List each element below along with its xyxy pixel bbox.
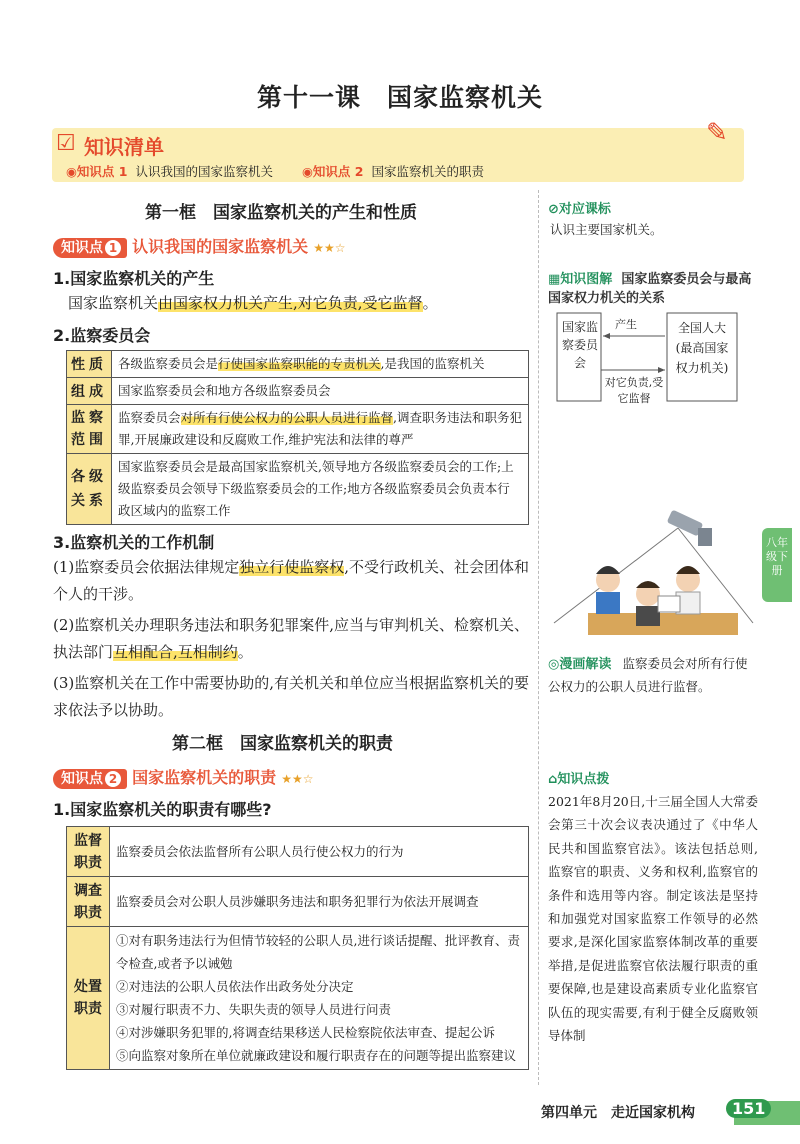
curriculum-heading: ⊘对应课标 (548, 202, 611, 217)
row-label: 组成 (67, 378, 112, 405)
diagram-top-arrow-label: 产生 (615, 318, 637, 331)
arrow-head-icon (603, 333, 610, 339)
row-label: 各级关系 (67, 454, 112, 525)
table-row (67, 927, 529, 1070)
duties-table (66, 826, 529, 1070)
table-row (67, 405, 529, 454)
row-value: 监察委员会对所有行使公权力的公职人员进行监督,调查职务违法和职务犯罪,开展廉政建设和反腐败工作,维护宪法和法律的尊严 (112, 405, 529, 454)
diagram-icon: ▦ (548, 272, 561, 287)
row-label: 监督职责 (67, 827, 110, 877)
curriculum-text: 认识主要国家机关。 (550, 222, 663, 237)
list-item: (3)监察机关在工作中需要协助的,有关机关和单位应当根据监察机关的要求依法予以协助。 (53, 674, 530, 719)
list-item: (1)监察委员会依据法律规定独立行使监察权,不受行政机关、社会团体和个人的干涉。 (53, 558, 530, 603)
frame1-title: 第一框 国家监察机关的产生和性质 (145, 203, 417, 223)
row-label: 性质 (67, 351, 112, 378)
knowledge-list-title: 知识清单 (84, 135, 164, 159)
table-row (67, 351, 529, 378)
grade-tab: 八年级下册 (762, 528, 792, 602)
checkbox-icon: ☑ (56, 131, 76, 156)
row-value: 各级监察委员会是行使国家监察职能的专责机关,是我国的监察机关 (112, 351, 529, 378)
table-row (67, 877, 529, 927)
document-icon (658, 596, 680, 612)
row-label: 处置职责 (67, 927, 110, 1070)
knowledge-point-2-header (53, 765, 313, 788)
diagram-right-label: 全国人大(最高国家权力机关) (675, 321, 729, 375)
arrow-head-icon (658, 367, 665, 373)
desk (588, 613, 738, 635)
section-heading: 3.监察机关的工作机制 (53, 533, 215, 552)
table-row (67, 454, 529, 525)
knowledge-point-badge: 知识点 1 (53, 238, 127, 258)
section-heading: 2.监察委员会 (53, 326, 151, 345)
cartoon-illustration (548, 508, 758, 648)
table-row (67, 378, 529, 405)
mechanism-list (53, 554, 531, 724)
difficulty-stars: ★★☆ (313, 241, 346, 255)
row-label: 监察范围 (67, 405, 112, 454)
cartoon-icon: ◎ (548, 657, 560, 672)
page-number: 151 (726, 1099, 771, 1118)
tips-icon: ⌂ (548, 772, 558, 787)
diagram-bottom-arrow-label: 对它负责,受它监督 (604, 376, 664, 405)
section-heading: 1.国家监察机关的职责有哪些? (53, 800, 272, 819)
person-left-body (596, 592, 620, 614)
knowledge-point-title: 国家监察机关的职责 (132, 768, 277, 787)
page-title: 第十一课 国家监察机关 (256, 83, 543, 112)
knowledge-list-item: ◉知识点 1 认识我国的国家监察机关 (66, 164, 273, 179)
knowledge-point-badge: 知识点 2 (53, 769, 127, 789)
knowledge-point-1-header (53, 234, 345, 257)
cartoon-note: ◎漫画解读 监察委员会对所有行使公权力的公职人员进行监督。 (548, 656, 748, 694)
frame2-title: 第二框 国家监察机关的职责 (172, 734, 393, 754)
row-value: 监察委员会依法监督所有公职人员行使公权力的行为 (110, 827, 529, 877)
row-label: 调查职责 (67, 877, 110, 927)
link-icon: ⊘ (548, 202, 559, 217)
table-row (67, 827, 529, 877)
supervision-committee-table (66, 350, 529, 525)
swirl-decoration-icon: ✎ (706, 118, 728, 148)
knowledge-list-item: ◉知识点 2 国家监察机关的职责 (302, 164, 484, 179)
diagram-left-label: 国家监察委员会 (562, 320, 599, 370)
diagram-heading: ▦知识图解 国家监察委员会与最高国家权力机关的关系 (548, 272, 752, 306)
section-text: 国家监察机关由国家权力机关产生,对它负责,受它监督。 (68, 294, 438, 312)
difficulty-stars: ★★☆ (281, 772, 314, 786)
tips-heading: ⌂知识点拨 (548, 772, 610, 787)
section-heading: 1.国家监察机关的产生 (53, 269, 215, 288)
row-value: ①对有职务违法行为但情节较轻的公职人员,进行谈话提醒、批评教育、责令检查,或者予以诫勉 ②对违法的公职人员依法作出政务处分决定 ③对履行职责不力、失职失责的领导人员进行问责 ④对涉嫌职务犯罪的,将调查结果移送人民检察院依法审查、提起公诉 ⑤向监察对象所在单位就廉政建设和履行职责存在的问题等提出监察建议 (110, 927, 529, 1070)
footer-unit: 第四单元 走近国家机构 (541, 1105, 695, 1121)
knowledge-point-title: 认识我国的国家监察机关 (132, 237, 309, 256)
row-value: 监察委员会对公职人员涉嫌职务违法和职务犯罪行为依法开展调查 (110, 877, 529, 927)
tips-text: 2021年8月20日,十三届全国人大常委会第三十次会议表决通过了《中华人民共和国监察官法》。该法包括总则,监察官的职责、义务和权利,监察官的条件和选用等内容。制定该法是坚持和加强党对国家监察工作领导的必然要求,是深化国家监察体制改革的重要举措,是促进监察官依法履行职责的重要保障,也是建设高素质专业化监察官队伍的现实需要,有利于健全反腐败领导体制 (548, 794, 758, 1044)
row-value: 国家监察委员会和地方各级监察委员会 (112, 378, 529, 405)
row-value: 国家监察委员会是最高国家监察机关,领导地方各级监察委员会的工作;上级监察委员会领导下级监察委员会的工作;地方各级监察委员会负责本行政区域内的监察工作 (112, 454, 529, 525)
list-item: (2)监察机关办理职务违法和职务犯罪案件,应当与审判机关、检察机关、执法部门互相配合,互相制约。 (53, 616, 530, 661)
person-center-body (636, 606, 660, 626)
camera-mount (698, 528, 712, 546)
column-divider (538, 190, 540, 1085)
